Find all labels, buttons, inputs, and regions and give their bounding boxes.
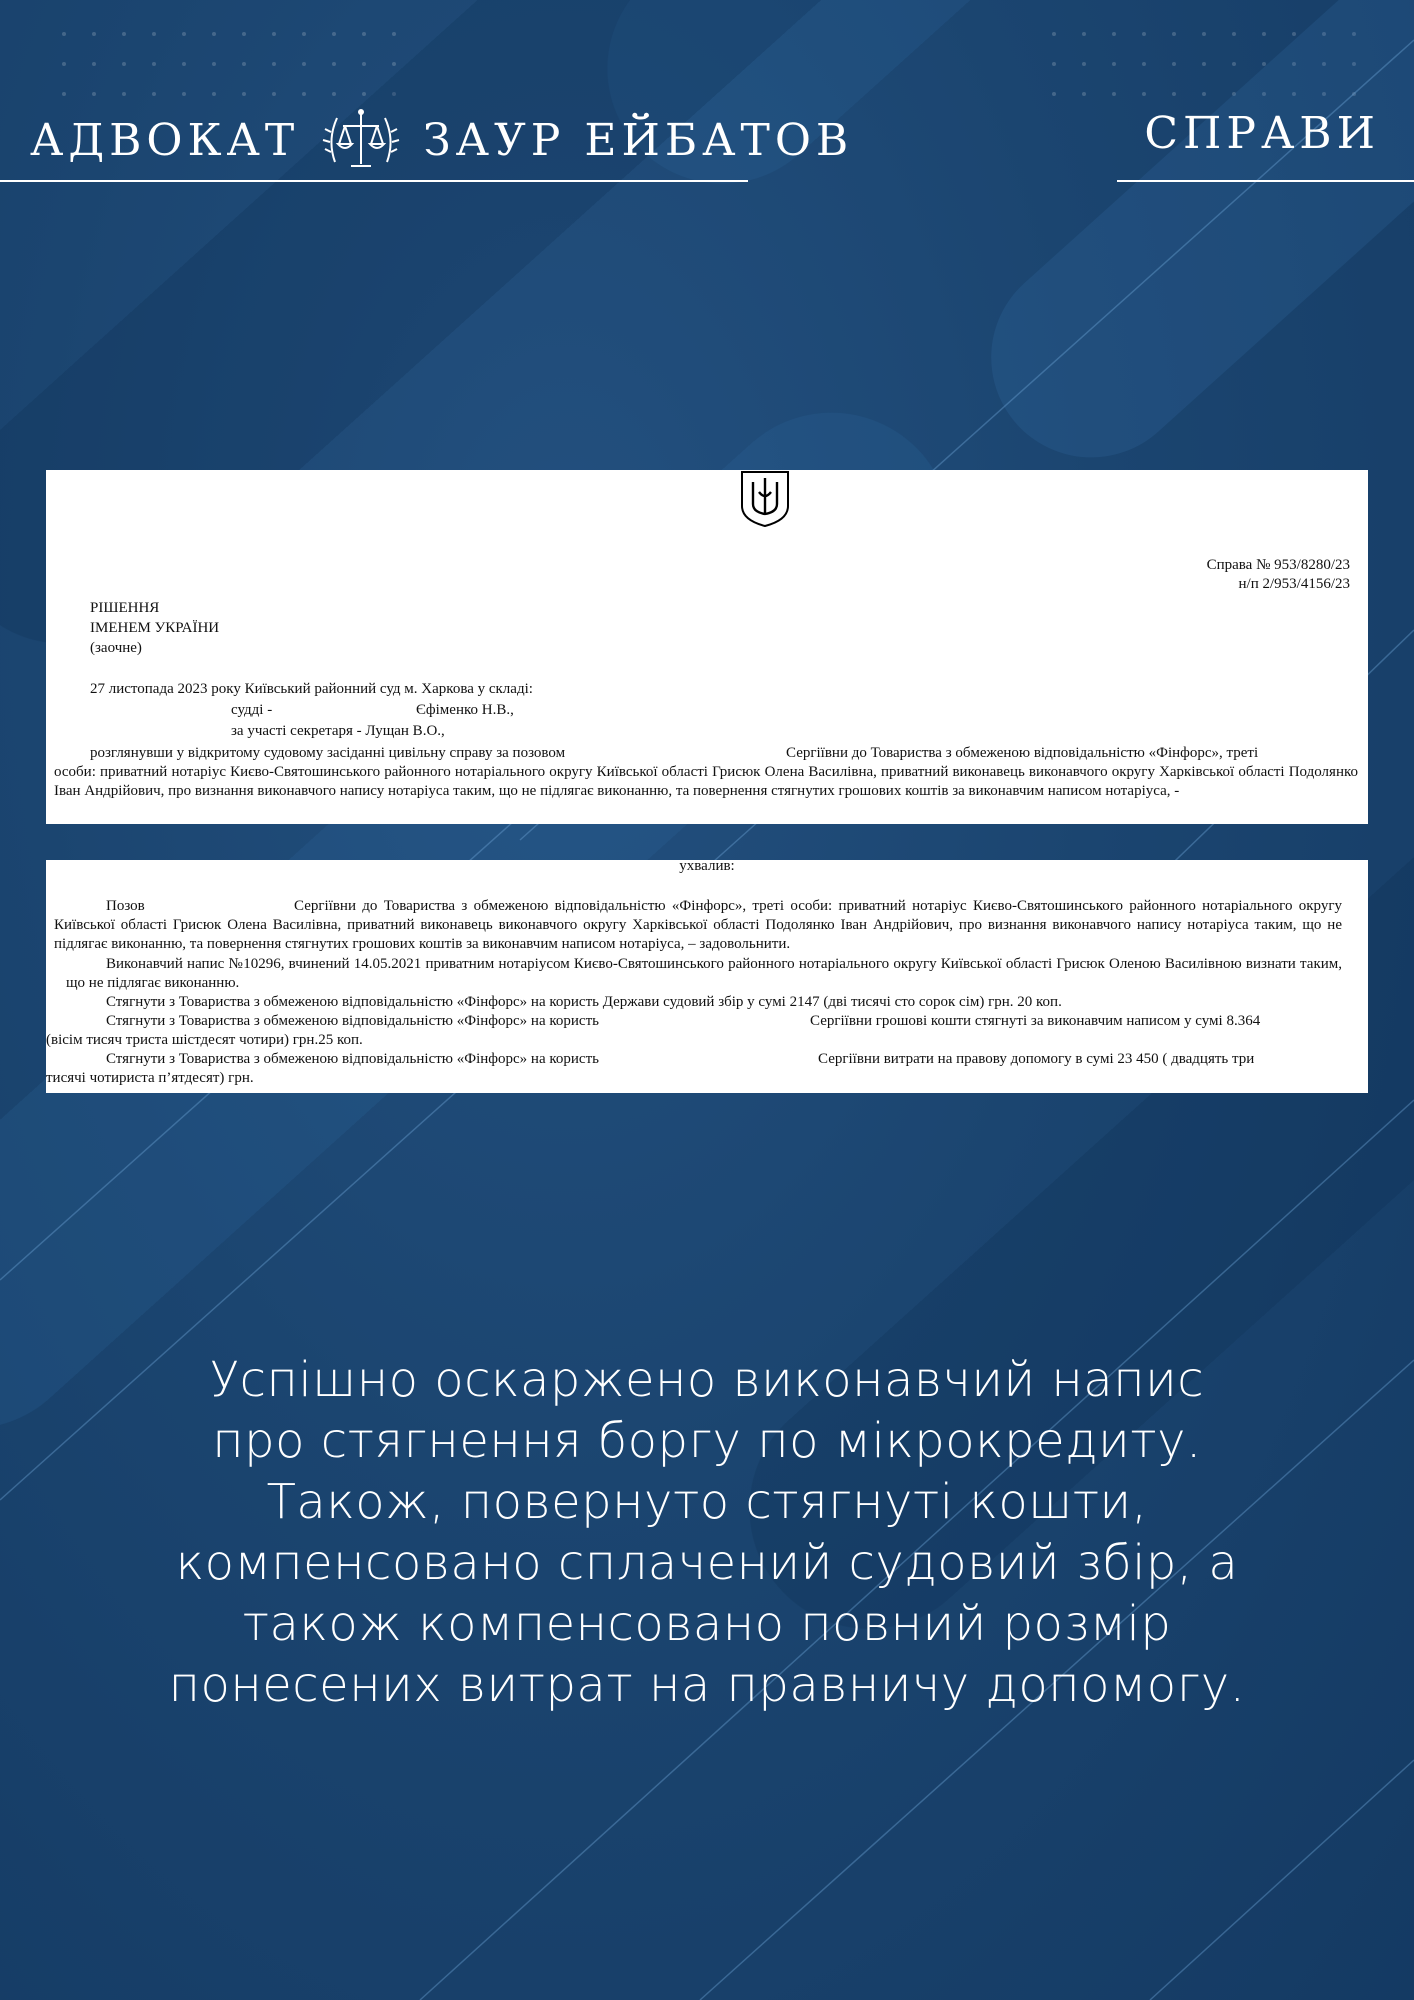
page-title: СПРАВИ [1144,108,1380,159]
summary-line-1: Успішно оскаржено виконавчий напис [209,1352,1205,1408]
judge-name: Єфіменко Н.В., [416,702,514,718]
brand-word-name: ЗАУР ЕЙБАТОВ [423,114,854,166]
ruling-p3: Стягнути з Товариства з обмеженою відповідальністю «Фінфорс» на користь Держави судовий збір у сумі 2147 (дві тисячі сто сорок сім) грн. 20 коп. [106,994,1062,1010]
decision-title-line3: (заочне) [90,640,142,656]
summary-line-2: про стягнення боргу по мікрокредиту. [212,1413,1202,1469]
court-decision-excerpt-ruling [46,860,1368,1093]
decision-title [90,598,219,658]
intro-line-a: розглянувши у відкритому судовому засіданні цивільну справу за позовом [90,745,566,761]
ruling-p2: Виконавчий напис №10296, вчинений 14.05.2021 приватним нотаріусом Києво-Святошинського районного нотаріального округу Київської області Грисюк Оленою Василівною визнати таким, що не підлягає виконанню. [66,956,1342,991]
court-decision-excerpt-header [46,470,1368,824]
summary-line-5: також компенсовано повний розмір [242,1596,1172,1652]
summary-line-6: понесених витрат на правничу допомогу. [168,1657,1246,1713]
ruling-p4-c: (вісім тисяч триста шістдесят чотири) грн.25 коп. [46,1032,363,1048]
brand-word-advokat: АДВОКАТ [30,114,300,166]
brand-logo[interactable] [30,100,853,180]
summary-line-4: компенсовано сплачений судовий збір, а [175,1535,1239,1591]
ruling-heading: ухвалив: [679,860,735,874]
decision-title-line1: РІШЕННЯ [90,600,160,616]
ruling-p1-start: Позов [106,898,145,914]
np-number: н/п 2/953/4156/23 [1238,576,1350,592]
coat-of-arms-icon [738,470,792,528]
ruling-p4-b: Сергіївни грошові кошти стягнуті за виконавчим написом у сумі 8.364 [810,1013,1261,1029]
summary-line-3: Також, повернуто стягнуті кошти, [266,1474,1148,1530]
date-line: 27 листопада 2023 року Київський районний суд м. Харкова у складі: [90,681,533,697]
ruling-p5-a: Стягнути з Товариства з обмеженою відповідальністю «Фінфорс» на користь [106,1051,599,1067]
ruling-p5-c: тисячі чотириста п’ятдесят) грн. [46,1070,254,1086]
scales-of-justice-icon [317,96,405,184]
ruling-p5-b: Сергіївни витрати на правову допомогу в сумі 23 450 ( двадцять три [818,1051,1255,1067]
case-summary [60,1350,1354,1716]
decision-title-line2: ІМЕНЕМ УКРАЇНИ [90,620,220,636]
header-divider-right [1117,180,1414,182]
secretary-line: за участі секретаря - Лущан В.О., [231,723,445,739]
intro-body: особи: приватний нотаріус Києво-Святошинського районного нотаріального округу Київської області Грисюк Олена Василівна, приватний виконавець виконавчого округу Харківської області Подолянко Іван Андрійович, про визнання виконавчого напису нотаріуса таким, що не підлягає виконанню, та повернення стягнутих грошових коштів за виконавчим написом нотаріуса, - [54,764,1358,799]
ruling-p1: Сергіївни до Товариства з обмеженою відповідальністю «Фінфорс», треті особи: приватний нотаріус Києво-Святошинського районного нотаріального округу Київської області Грисюк Олена Василівна, приватний виконавець виконавчого округу Харківської області Подолянко Іван Андрійович, про визнання виконавчого напису нотаріуса таким, що не підлягає виконанню, та повернення стягнутих грошових коштів за виконавчим написом нотаріуса, – задовольнити. [54,898,1342,952]
intro-line-b: Сергіївни до Товариства з обмеженою відповідальністю «Фінфорс», треті [786,745,1259,761]
judge-label: судді - [231,702,273,718]
header-divider-left [0,180,748,182]
case-number: Справа № 953/8280/23 [1206,557,1350,573]
case-number-block [1207,556,1350,594]
ruling-p4-a: Стягнути з Товариства з обмеженою відповідальністю «Фінфорс» на користь [106,1013,599,1029]
